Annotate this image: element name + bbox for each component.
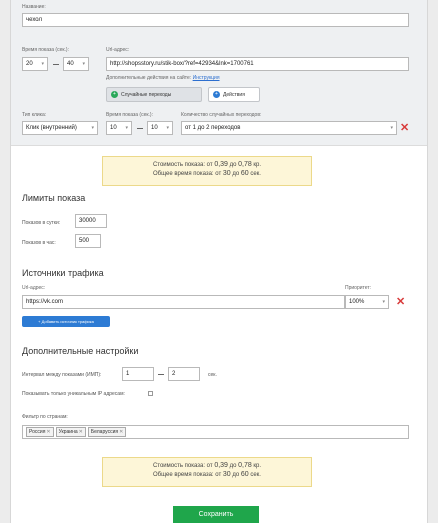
chevron-down-icon: ▾ [82,61,85,67]
name-input[interactable]: чехол [22,13,409,27]
click-time-from-value: 10 [110,125,117,131]
chevron-down-icon: ▾ [382,299,385,305]
range-dash [53,64,59,65]
timing-to-value: 40 [67,61,74,67]
traffic-url-label: Url-адрес: [22,285,46,291]
tag-remove-icon[interactable]: ✕ [119,429,124,435]
save-button[interactable]: Сохранить [173,506,259,523]
cost-notice-bottom [102,457,312,487]
random-clicks-button[interactable] [106,87,202,102]
timing-label: Время показа (сек.): [22,47,69,53]
click-time-label: Время показа (сек.): [106,112,153,118]
time-line: Общее время показа: от 30 до 60 сек. [153,170,261,177]
random-count-value: от 1 до 2 переходов [185,125,241,131]
time-line: Общее время показа: от 30 до 60 сек. [153,471,261,478]
cost-notice [102,156,312,186]
extra-actions-label: Дополнительные действия на сайте: [106,75,192,81]
campaign-form [10,0,428,523]
click-type-value: Клик (внутренний) [26,125,77,131]
interval-unit: сек. [208,372,217,378]
unique-ip-checkbox[interactable] [148,391,153,396]
random-count-select[interactable] [181,121,397,135]
url-label: Url-адрес: [106,47,130,53]
remove-click-icon[interactable]: ✕ [400,122,410,134]
range-dash [137,128,143,129]
traffic-heading: Источники трафика [22,268,104,278]
unique-ip-label: Показывать только уникальным IP адресам: [22,391,125,397]
priority-value: 100% [349,299,365,305]
chevron-down-icon: ▾ [390,125,393,131]
click-time-to-select[interactable] [147,121,173,135]
actions-label: Действия [223,91,245,98]
priority-label: Приоритет: [345,285,372,291]
tag-remove-icon[interactable]: ✕ [78,429,83,435]
random-count-label: Количество случайных переходов: [181,112,262,118]
timing-from-select[interactable] [22,57,48,71]
click-type-select[interactable] [22,121,98,135]
per-day-label: Показов в сутки: [22,220,61,226]
interval-to-input[interactable]: 2 [168,367,200,381]
click-time-to-value: 10 [151,125,158,131]
interval-from-input[interactable]: 1 [122,367,154,381]
click-type-label: Тип клика: [22,112,47,118]
country-tag: Украина✕ [56,427,86,437]
url-input[interactable]: http://shopsstory.ru/stik-box/?ref=42934&lnk=1700761 [106,57,409,71]
plus-icon: + [111,91,118,98]
extra-actions-text [106,75,220,81]
timing-to-select[interactable] [63,57,89,71]
add-traffic-source-button[interactable]: + Добавить источник трафика [22,316,110,327]
actions-button[interactable] [208,87,260,102]
chevron-down-icon: ▾ [41,61,44,67]
per-day-input[interactable]: 30000 [75,214,107,228]
country-tag: Россия✕ [26,427,54,437]
plus-icon: + [213,91,220,98]
limits-heading: Лимиты показа [22,193,86,203]
per-hour-label: Показов в час: [22,240,56,246]
additional-heading: Дополнительные настройки [22,346,139,356]
traffic-url-input[interactable]: https://vk.com [22,295,345,309]
country-tag: Беларуссия✕ [88,427,126,437]
chevron-down-icon: ▾ [125,125,128,131]
chevron-down-icon: ▾ [91,125,94,131]
country-filter-label: Фильтр по странам: [22,414,68,420]
per-hour-input[interactable]: 500 [75,234,101,248]
tag-remove-icon[interactable]: ✕ [46,429,51,435]
interval-label: Интервал между показами (ИМП): [22,372,102,378]
priority-select[interactable] [345,295,389,309]
cost-line: Стоимость показа: от 0,39 до 0,78 кр. [152,161,262,168]
click-time-from-select[interactable] [106,121,132,135]
instruction-link[interactable]: Инструкция [192,75,220,81]
country-filter-input[interactable] [22,425,409,439]
cost-line: Стоимость показа: от 0,39 до 0,78 кр. [152,462,262,469]
remove-traffic-icon[interactable]: ✕ [396,296,406,308]
timing-from-value: 20 [26,61,33,67]
range-dash [158,374,164,375]
chevron-down-icon: ▾ [166,125,169,131]
random-clicks-label: Случайные переходы [121,91,172,98]
name-label: Название: [22,4,46,10]
scrollbar[interactable] [430,0,438,523]
